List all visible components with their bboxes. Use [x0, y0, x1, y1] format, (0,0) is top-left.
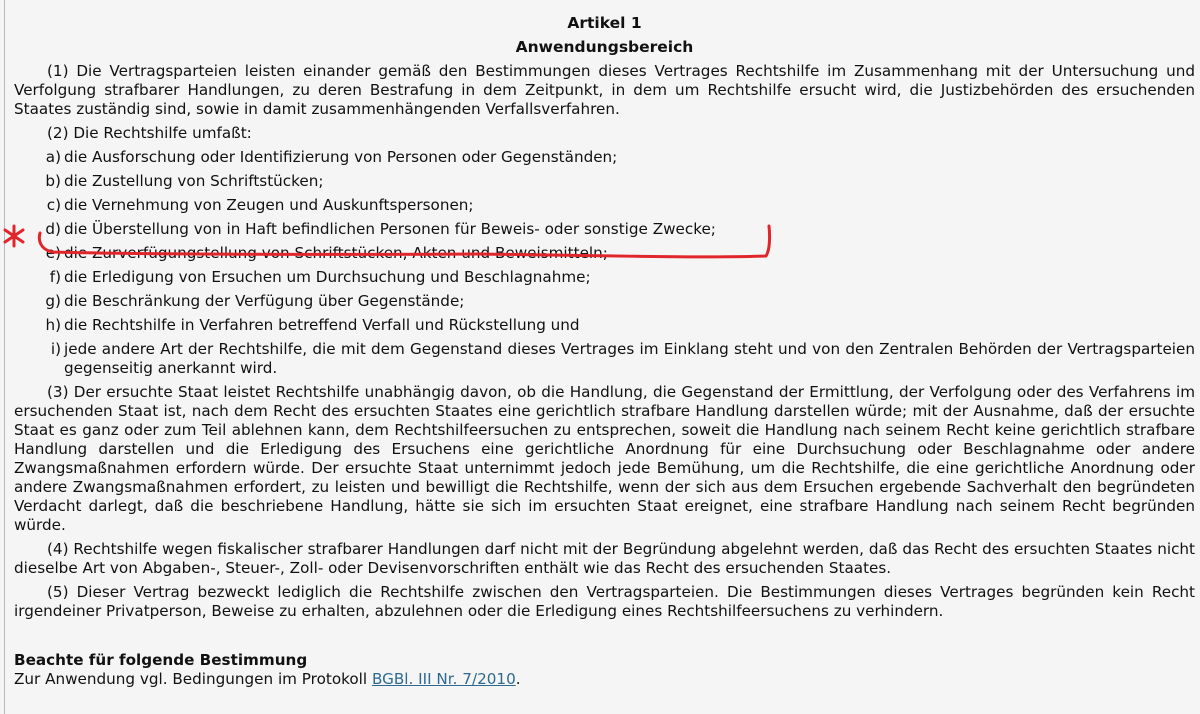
list-item-text: die Rechtshilfe in Verfahren betreffend Verfall und Rückstellung und: [64, 316, 580, 334]
list-item-label: g): [45, 292, 61, 310]
list-item-label: f): [49, 268, 61, 286]
paragraph-1: (1) Die Vertragsparteien leisten einander gemäß den Bestimmungen dieses Vertrages Rechtshilfe im Zusammenhang mit der Untersuchung und Verfolgung strafbarer Handlungen, zu deren Bestrafung in dem Zeitpunkt, in dem um Rechtshilfe ersucht wird, die Justizbehörden des ersuchenden Staates zuständig sind, sowie in damit zusammenhängenden Verfallsverfahren.: [14, 62, 1195, 118]
note-text-after-link: .: [515, 670, 521, 688]
paragraph-2-intro: (2) Die Rechtshilfe umfaßt:: [47, 124, 252, 142]
note-text-before-link: Zur Anwendung vgl. Bedingungen im Protokoll: [14, 670, 372, 688]
note-heading: Beachte für folgende Bestimmung: [14, 651, 308, 669]
list-item-b: [14, 172, 1195, 191]
document-body: [14, 0, 1195, 689]
paragraph-4: (4) Rechtshilfe wegen fiskalischer strafbarer Handlungen darf nicht mit der Begründung abgelehnt werden, daß das Recht des ersuchten Staates nicht dieselbe Art von Abgaben-, Steuer-, Zoll- oder Devisenvorschriften enthält wie das Recht des ersuchenden Staates.: [14, 540, 1195, 577]
list-item-label: b): [45, 172, 61, 190]
list-item-text: die Erledigung von Ersuchen um Durchsuchung und Beschlagnahme;: [64, 268, 591, 286]
list-item-a: [14, 148, 1195, 167]
list-item-i: [14, 340, 1195, 378]
list-item-d: [14, 220, 1195, 239]
list-item-e: [14, 244, 1195, 263]
bgbl-reference-link[interactable]: BGBl. III Nr. 7/2010: [371, 670, 516, 688]
article-heading: Anwendungsbereich: [515, 38, 694, 56]
list-item-label: i): [50, 340, 61, 358]
list-item-g: [14, 292, 1195, 311]
paragraph-5: (5) Dieser Vertrag bezweckt lediglich die Rechtshilfe zwischen den Vertragsparteien. Die Bestimmungen dieses Vertrages begründen kein Recht irgendeiner Privatperson, Beweise zu erhalten, abzulehnen oder die Erledigung eines Rechtshilfeersuchens zu verhindern.: [14, 583, 1195, 620]
list-item-text: die Vernehmung von Zeugen und Auskunftspersonen;: [64, 196, 474, 214]
list-item-h: [14, 316, 1195, 335]
list-item-label: h): [45, 316, 61, 334]
note-text: [14, 670, 1195, 689]
section-spacer: [14, 626, 1195, 651]
list-item-label: e): [45, 244, 61, 262]
list-item-c: [14, 196, 1195, 215]
list-item-label: a): [45, 148, 61, 166]
list-item-label: c): [46, 196, 61, 214]
left-border-rule: [4, 0, 5, 714]
list-item-f: [14, 268, 1195, 287]
list-item-text: die Zurverfügungstellung von Schriftstücken, Akten und Beweismitteln;: [64, 244, 608, 262]
article-number: Artikel 1: [567, 14, 642, 32]
assistance-list: [14, 148, 1195, 378]
list-item-text: jede andere Art der Rechtshilfe, die mit dem Gegenstand dieses Vertrages im Einklang steht und von den Zentralen Behörden der Vertragsparteien gegenseitig anerkannt wird.: [64, 340, 1195, 377]
list-item-label: d): [45, 220, 61, 238]
list-item-text: die Ausforschung oder Identifizierung von Personen oder Gegenständen;: [64, 148, 618, 166]
list-item-text: die Zustellung von Schriftstücken;: [64, 172, 324, 190]
list-item-text: die Überstellung von in Haft befindlichen Personen für Beweis- oder sonstige Zwecke;: [64, 220, 716, 238]
list-item-text: die Beschränkung der Verfügung über Gegenstände;: [64, 292, 465, 310]
paragraph-3: (3) Der ersuchte Staat leistet Rechtshilfe unabhängig davon, ob die Handlung, die Gegenstand der Ermittlung, der Verfolgung oder des Verfahrens im ersuchenden Staat ist, nach dem Recht des ersuchten Staates eine gerichtlich strafbare Handlung darstellen würde; mit der Ausnahme, daß der ersuchte Staat es ganz oder zum Teil ablehnen kann, dem Rechtshilfeersuchen zu entsprechen, soweit die Handlung nach seinem Recht keine gerichtlich strafbare Handlung darstellen und die Erledigung des Ersuchens eine gerichtliche Anordnung für eine Durchsuchung oder Beschlagnahme oder andere Zwangsmaßnahmen erfordern würde. Der ersuchte Staat unternimmt jedoch jede Bemühung, um die Rechtshilfe, die eine gerichtliche Anordnung oder andere Zwangsmaßnahmen erfordert, zu leisten und bewilligt die Rechtshilfe, wenn der sich aus dem Ersuchen ergebende Sachverhalt den begründeten Verdacht darlegt, daß die beschriebene Handlung, hätte sie sich im ersuchten Staat ereignet, eine strafbare Handlung nach seinem Recht begründen würde.: [14, 383, 1195, 534]
